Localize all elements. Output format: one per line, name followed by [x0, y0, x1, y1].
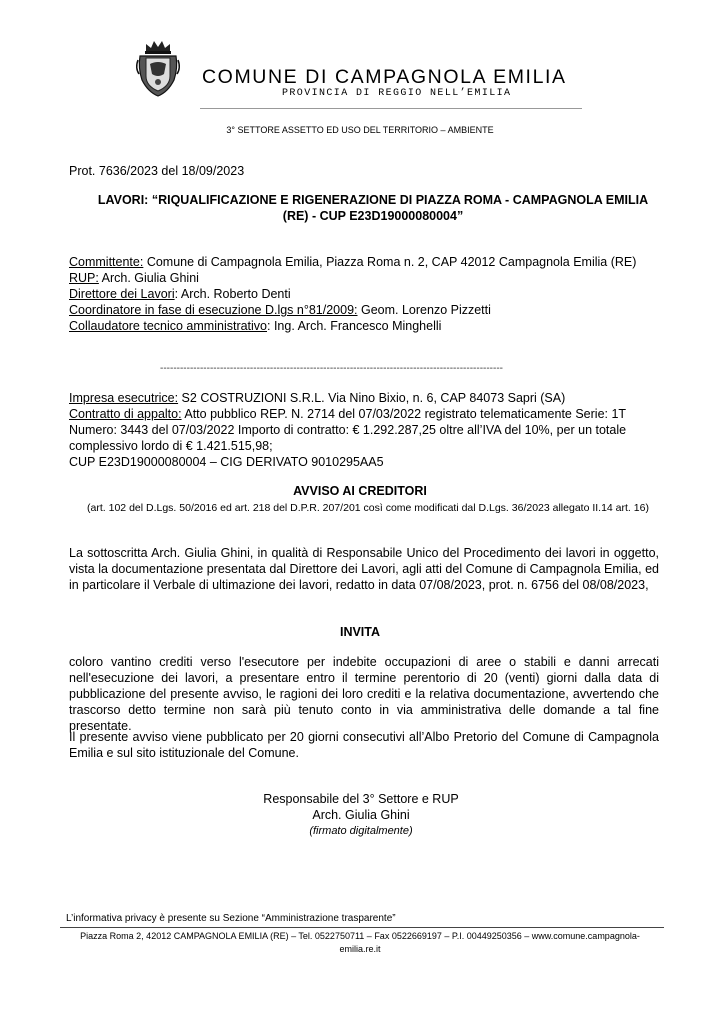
coordinatore-value: Geom. Lorenzo Pizzetti	[357, 303, 491, 317]
impresa-line	[69, 390, 659, 406]
section-separator: -------------------------------------------------------------------------------------------------------	[160, 363, 503, 374]
sector-name: 3° SETTORE ASSETTO ED USO DEL TERRITORIO – AMBIENTE	[226, 125, 494, 135]
subject-line-1: LAVORI: “RIQUALIFICAZIONE E RIGENERAZIONE DI PIAZZA ROMA - CAMPAGNOLA EMILIA	[97, 193, 649, 207]
privacy-notice: L’informativa privacy è presente su Sezione “Amministrazione trasparente”	[66, 913, 396, 924]
contract-block	[69, 390, 659, 470]
direttore-line	[69, 286, 659, 302]
intro-paragraph: La sottoscritta Arch. Giulia Ghini, in qualità di Responsabile Unico del Procedimento dei lavori in oggetto, vista la documentazione presentata dal Direttore dei Lavori, agli atti del Comune di Campagnola Emilia, ed in particolare il Verbale di ultimazione dei lavori, redatto in data 07/08/2023, prot. n. 6756 del 08/08/2023,	[69, 546, 659, 592]
invita-heading: INVITA	[339, 625, 381, 639]
direttore-value: : Arch. Roberto Denti	[174, 287, 291, 301]
impresa-value: S2 COSTRUZIONI S.R.L. Via Nino Bixio, n. 6, CAP 84073 Sapri (SA)	[178, 391, 566, 405]
subject-heading	[78, 192, 668, 224]
signature-role: Responsabile del 3° Settore e RUP	[263, 792, 459, 806]
footer-address: Piazza Roma 2, 42012 CAMPAGNOLA EMILIA (RE) – Tel. 0522750711 – Fax 0522669197 – P.I. 00449250356 – www.comune.campagnola-emilia.re.it	[80, 931, 640, 954]
collaudatore-label: Collaudatore tecnico amministrativo	[69, 319, 268, 333]
contratto-value: Atto pubblico REP. N. 2714 del 07/03/2022 registrato telematicamente Serie: 1T Numero: 3443 del 07/03/2022 Importo di contratto: € 1.292.287,25 oltre all’IVA del 10%, per un totale complessivo lordo di € 1.421.515,98;	[69, 407, 627, 453]
rup-value: Arch. Giulia Ghini	[98, 271, 199, 285]
body-paragraph: coloro vantino crediti verso l'esecutore per indebite occupazioni di aree o stabili e danni arrecati nell'esecuzione dei lavori, a presentare entro il termine perentorio di 20 (venti) giorni dalla data di pubblicazione del presente avviso, le ragioni dei loro crediti e la relativa documentazione, avvertendo che trascorso detto termine non sarà più tenuto conto in via amministrativa delle domande a tal fine presentate.	[69, 655, 659, 733]
cup-cig-line: CUP E23D19000080004 – CIG DERIVATO 9010295AA5	[69, 455, 384, 469]
header-divider	[200, 108, 582, 109]
signature-note: (firmato digitalmente)	[309, 825, 413, 837]
committente-value: Comune di Campagnola Emilia, Piazza Roma n. 2, CAP 42012 Campagnola Emilia (RE)	[143, 255, 637, 269]
rup-line	[69, 270, 659, 286]
footer-divider	[60, 927, 664, 928]
coordinatore-line	[69, 302, 659, 318]
parties-block	[69, 254, 659, 334]
contratto-line	[69, 406, 659, 454]
municipality-name: COMUNE DI CAMPAGNOLA EMILIA	[202, 66, 567, 88]
direttore-label: Direttore dei Lavori	[69, 287, 175, 301]
publication-paragraph: Il presente avviso viene pubblicato per 20 giorni consecutivi all’Albo Pretorio del Comune di Campagnola Emilia e sul sito istituzionale del Comune.	[69, 730, 659, 760]
avviso-title: AVVISO AI CREDITORI	[293, 484, 427, 498]
protocol-number: Prot. 7636/2023 del 18/09/2023	[69, 164, 245, 178]
signature-name: Arch. Giulia Ghini	[312, 808, 410, 822]
collaudatore-line	[69, 318, 659, 334]
committente-label: Committente:	[69, 255, 144, 269]
collaudatore-value: : Ing. Arch. Francesco Minghelli	[267, 319, 442, 333]
coordinatore-label: Coordinatore in fase di esecuzione D.lgs n°81/2009:	[69, 303, 358, 317]
rup-label: RUP:	[69, 271, 99, 285]
subject-line-2: (RE) - CUP E23D19000080004”	[282, 209, 464, 223]
province-name: PROVINCIA DI REGGIO NELL’EMILIA	[282, 88, 512, 99]
contratto-label: Contratto di appalto:	[69, 407, 182, 421]
coat-of-arms-icon	[134, 38, 182, 98]
avviso-legal-reference: (art. 102 del D.Lgs. 50/2016 ed art. 218 del D.P.R. 207/201 così come modificati dal D.Lgs. 36/2023 allegato II.14 art. 16)	[87, 502, 649, 514]
signature-block	[236, 791, 486, 839]
committente-line	[69, 254, 659, 270]
impresa-label: Impresa esecutrice:	[69, 391, 179, 405]
